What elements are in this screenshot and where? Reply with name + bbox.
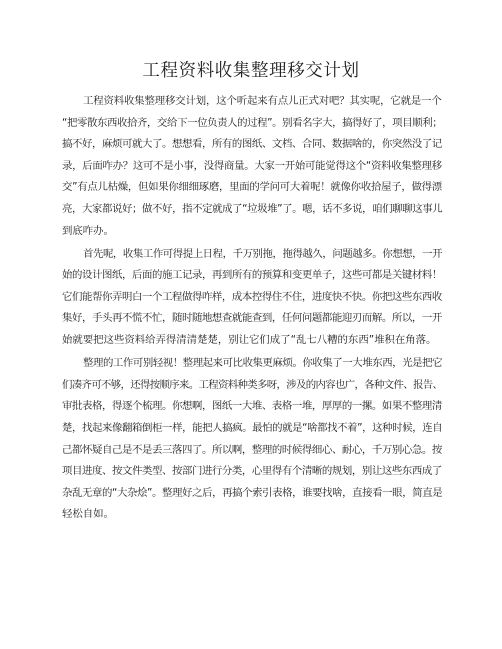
paragraph-line: 工程资料收集整理移交计划，这个听起来有点儿正式对吧？其实呢，它就是一个 (83, 95, 442, 107)
paragraph-line: 首先呢，收集工作可得提上日程，千万别拖，拖得越久，问题越多。你想想，一开 (83, 247, 443, 260)
paragraph-line: 集好，手头再不慌不忙，随时随地想查就能查到，任何问题都能迎刃而解。所以，一开 (62, 312, 442, 325)
paragraph-line: 交”有点儿枯燥，但如果你细细琢磨，里面的学问可大着呢！就像你收拾屋子，做得漂 (62, 181, 442, 194)
paragraph (62, 91, 442, 242)
paragraph (62, 353, 442, 526)
paragraph-line: 杂乱无章的“大杂烩”。整理好之后，再搞个索引表格，谁要找啥，直接看一眼，简直是 (62, 486, 443, 499)
paragraph-line: 亮，大家都说好；做不好，指不定就成了“垃圾堆”了。嗯，话不多说，咱们聊聊这事儿 (62, 202, 443, 215)
paragraph-line: 到底咋办。 (62, 224, 114, 237)
paragraph-line: 审批表格，得逐个梳理。你想啊，图纸一大堆、表格一堆，厚厚的一摞。如果不整理清 (62, 400, 442, 413)
document-body (62, 91, 442, 526)
paragraph-line: 录，后面咋办？这可不是小事，没得商量。大家一开始可能觉得这个“资料收集整理移 (62, 159, 442, 172)
paragraph-line: “把零散东西收拾齐，交给下一位负责人的过程”。别看名字大，搞得好了，项目顺利； (62, 116, 443, 129)
paragraph-line: 们凑齐可不够，还得按顺序来。工程资料种类多呀，涉及的内容也广，各种文件、报告、 (62, 378, 443, 391)
paragraph-line: 楚，找起来像翻箱倒柜一样，能把人搞疯。最怕的就是“啥都找不着”，这种时候，连自 (62, 421, 443, 434)
paragraph (62, 244, 442, 352)
document-title: 工程资料收集整理移交计划 (142, 61, 360, 81)
paragraph-line: 始的设计图纸，后面的施工记录，再到所有的预算和变更单子，这些可都是关键材料！ (62, 269, 442, 282)
paragraph-line: 己都怀疑自己是不是丢三落四了。所以啊，整理的时候得细心、耐心，千万别心急。按 (62, 443, 442, 456)
paragraph-line: 项目进度、按文件类型、按部门进行分类，心里得有个清晰的规划，别让这些东西成了 (62, 465, 442, 478)
paragraph-line: 始就要把这些资料给弄得清清楚楚，别让它们成了“乱七八糟的东西”堆积在角落。 (62, 334, 437, 347)
paragraph-line: 整理的工作可别轻视！整理起来可比收集更麻烦。你收集了一大堆东西，光是把它 (83, 357, 443, 370)
paragraph-line: 轻松自如。 (62, 508, 114, 521)
paragraph-line: 它们能帮你弄明白一个工程做得咋样，成本控得住不住，进度快不快。你把这些东西收 (62, 290, 442, 303)
paragraph-line: 搞不好，麻烦可就大了。想想看，所有的图纸、文档、合同、数据啥的，你突然没了记 (62, 138, 442, 151)
